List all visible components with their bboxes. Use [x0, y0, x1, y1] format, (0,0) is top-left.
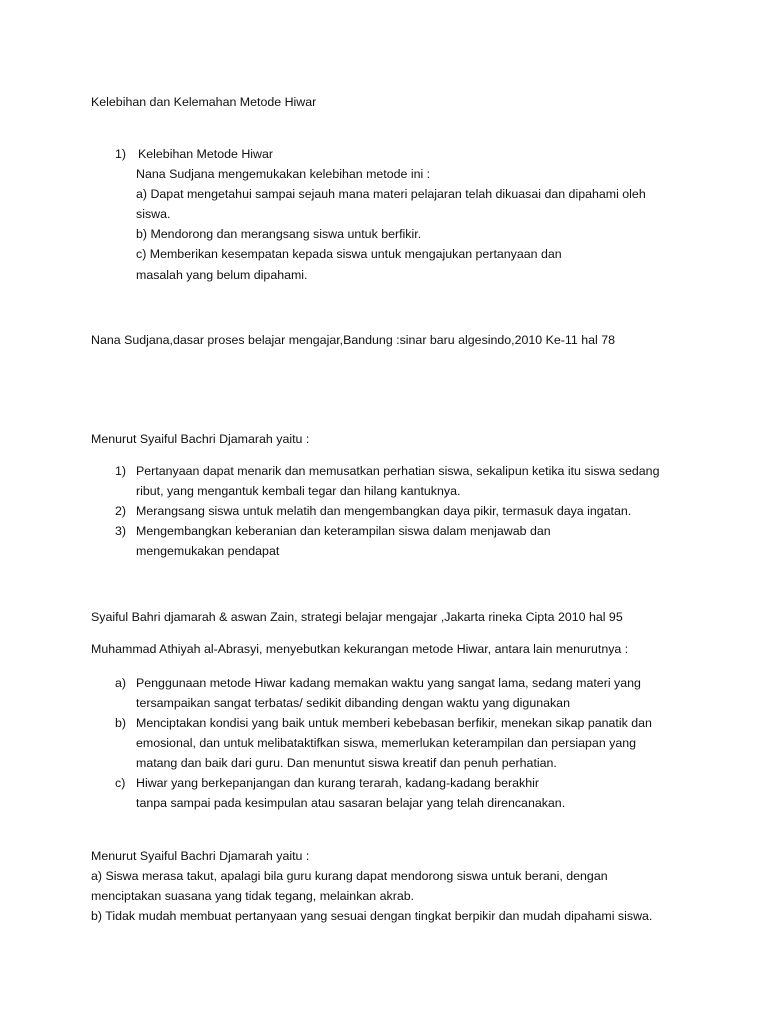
section2-heading: Menurut Syaiful Bachri Djamarah yaitu :	[91, 432, 310, 446]
section1-item-a-line2: siswa.	[136, 207, 171, 221]
section4-heading: Menurut Syaiful Bachri Djamarah yaitu :	[91, 849, 310, 863]
section4-line-2: menciptakan suasana yang tidak tegang, melainkan akrab.	[91, 889, 415, 903]
section3-item-number: a)	[115, 676, 127, 690]
section1-item-c-line1: c) Memberikan kesempatan kepada siswa untuk mengajukan pertanyaan dan	[136, 247, 562, 261]
document-title: Kelebihan dan Kelemahan Metode Hiwar	[91, 95, 317, 109]
section2-item-number: 3)	[115, 524, 127, 538]
section3-item-number: c)	[115, 776, 126, 790]
section1-heading: Kelebihan Metode Hiwar	[138, 147, 273, 161]
section3-item-number: b)	[115, 716, 127, 730]
citation-1: Nana Sudjana,dasar proses belajar mengajar,Bandung :sinar baru algesindo,2010 Ke-11 hal 78	[91, 333, 615, 347]
section2-item-line: Mengembangkan keberanian dan keterampilan siswa dalam menjawab dan	[136, 524, 551, 538]
section2-item-line: mengemukakan pendapat	[136, 544, 280, 558]
section2-item-line: Pertanyaan dapat menarik dan memusatkan perhatian siswa, sekalipun ketika itu siswa sedang	[136, 464, 660, 478]
citation-2: Syaiful Bahri djamarah & aswan Zain, strategi belajar mengajar ,Jakarta rineka Cipta 2010 hal 95	[91, 610, 623, 624]
section3-item-line: Menciptakan kondisi yang baik untuk memberi kebebasan berfikir, menekan sikap panatik dan	[136, 716, 652, 730]
section1-intro: Nana Sudjana mengemukakan kelebihan metode ini :	[136, 167, 431, 181]
section1-item-a-line1: a) Dapat mengetahui sampai sejauh mana materi pelajaran telah dikuasai dan dipahami oleh	[136, 187, 646, 201]
section3-heading: Muhammad Athiyah al-Abrasyi, menyebutkan kekurangan metode Hiwar, antara lain menurutnya :	[91, 642, 629, 656]
section2-item-line: Merangsang siswa untuk melatih dan mengembangkan daya pikir, termasuk daya ingatan.	[136, 504, 632, 518]
section3-item-line: emosional, dan untuk melibataktifkan siswa, memerlukan keterampilan dan persiapan yang	[136, 736, 637, 750]
section2-item-number: 1)	[115, 464, 127, 478]
section1-item-b: b) Mendorong dan merangsang siswa untuk berfikir.	[136, 227, 422, 241]
section2-item-number: 2)	[115, 504, 127, 518]
section3-item-line: Hiwar yang berkepanjangan dan kurang terarah, kadang-kadang berakhir	[136, 776, 539, 790]
section1-item-c-line2: masalah yang belum dipahami.	[136, 268, 308, 282]
section4-line-3: b) Tidak mudah membuat pertanyaan yang sesuai dengan tingkat berpikir dan mudah dipahami siswa.	[91, 909, 653, 923]
section3-item-line: Penggunaan metode Hiwar kadang memakan waktu yang sangat lama, sedang materi yang	[136, 676, 641, 690]
section3-item-line: tersampaikan sangat terbatas/ sedikit dibanding dengan waktu yang digunakan	[136, 696, 570, 710]
section1-number: 1)	[115, 147, 127, 161]
section3-item-line: matang dan baik dari guru. Dan menuntut siswa kreatif dan penuh perhatian.	[136, 756, 557, 770]
section2-item-line: ribut, yang mengantuk kembali tegar dan hilang kantuknya.	[136, 484, 461, 498]
section3-item-line: tanpa sampai pada kesimpulan atau sasaran belajar yang telah direncanakan.	[136, 796, 566, 810]
section4-line-1: a) Siswa merasa takut, apalagi bila guru kurang dapat mendorong siswa untuk berani, dengan	[91, 869, 608, 883]
